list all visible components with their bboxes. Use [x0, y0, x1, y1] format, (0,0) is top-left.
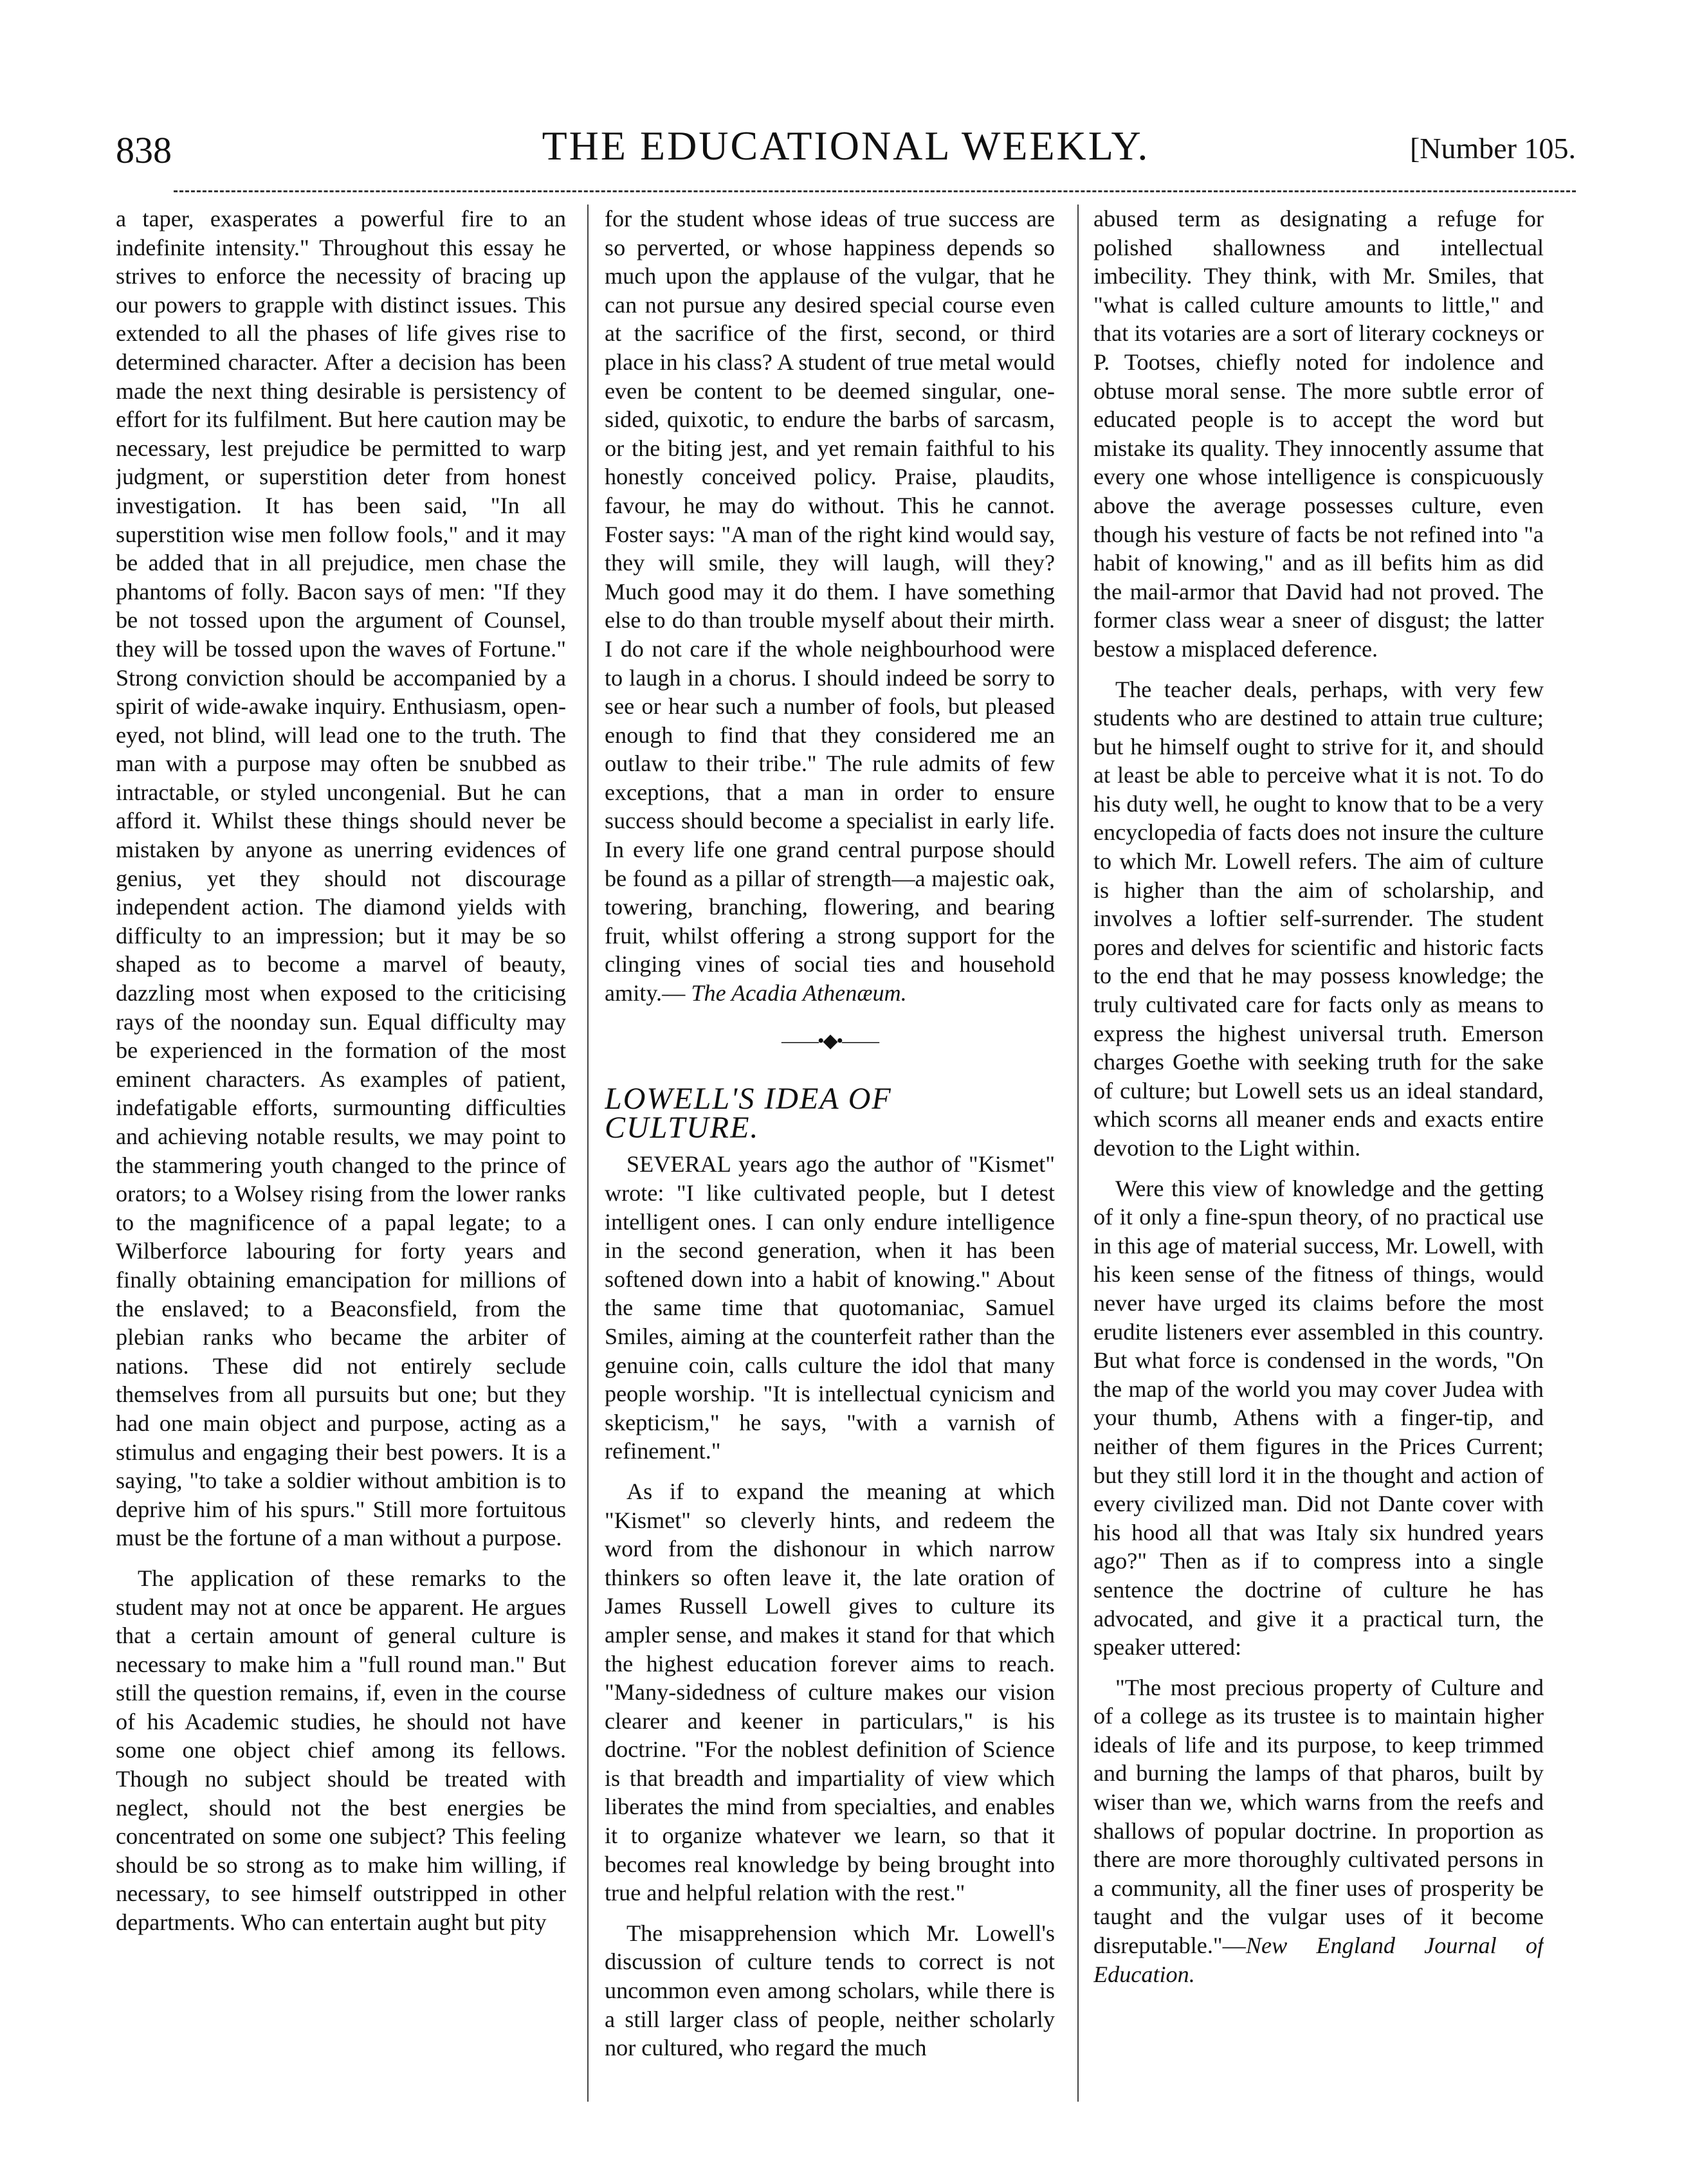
paragraph: Were this view of knowledge and the getting of it only a fine-spun theory, of no practical use in this age of material success, Mr. Lowell, with his keen sense of the fitness of things, would never have urged its claims before the most erudite listeners ever assembled in this country. But what force is condensed in the words, "On the map of the world you may cover Judea with your thumb, Athens with a finger-tip, and neither of them figures in the Prices Current; but they still lord it in the thought and action of every civilized man. Did not Dante cover with his hood all that was Italy six hundred years ago?" Then as if to compress into a single sentence the doctrine of culture he has advocated, and give it a practical turn, the speaker uttered:: [1093, 1175, 1544, 1661]
header-rule: [174, 190, 1576, 192]
paragraph-text: for the student whose ideas of true success are so perverted, or whose happiness depends so much upon the applause of the vulgar, that he can not pursue any desired special course even at the sacrifice of the first, second, or third place in his class? A student of true metal would even be content to be deemed singular, one-sided, quixotic, to endure the barbs of sarcasm, or the biting jest, and yet remain faithful to his honestly conceived policy. Praise, plaudits, favour, he may do without. This he cannot. Foster says: "A man of the right kind would say, they will smile, they will laugh, will they? Much good may it do them. I have something else to do than trouble myself about their mirth. I do not care if the whole neighbourhood were to laugh in a chorus. I should indeed be sorry to see or hear such a number of fools, but pleased enough to find that they considered me an outlaw to their tribe." The rule admits of few exceptions, that a man in order to ensure success should become a specialist in early life. In every life one grand central purpose should be found as a pillar of strength—a majestic oak, towering, branching, flowering, and bearing fruit, whilst offering a strong support for the clinging vines of social ties and household amity.—: [605, 206, 1055, 1006]
article-heading: LOWELL'S IDEA OF CULTURE.: [605, 1082, 892, 1145]
paragraph: The application of these remarks to the student may not at once be apparent. He argues that a certain amount of general culture is necessary to make him a "full round man." But still the question remains, if, even in the course of his Academic studies, he should not have some one object chief among its fellows. Though no subject should be treated with neglect, should not the best energies be concentrated on some one subject? This feeling should be so strong as to make him willing, if necessary, to see himself outstripped in other departments. Who can entertain aught but pity: [116, 1565, 566, 1936]
paragraph: [605, 205, 1055, 1008]
paragraph: As if to expand the meaning at which "Kismet" so cleverly hints, and redeem the word from the dishonour in which narrow thinkers so often leave it, the late oration of James Russell Lowell gives to culture its ampler sense, and makes it stand for that which the highest education forever aims to reach. "Many-sidedness of culture makes our vision clearer and keener in particulars," is his doctrine. "For the noblest definition of Science is that breadth and impartiality of view which liberates the mind from specialties, and enables it to organize whatever we learn, so that it becomes real knowledge by being brought into true and helpful relation with the rest.": [605, 1478, 1055, 1906]
issue-number: [Number 105.: [1409, 132, 1576, 165]
column-divider: [587, 205, 589, 2102]
paragraph: The misapprehension which Mr. Lowell's discussion of culture tends to correct is not uncommon even among scholars, while there is a still larger class of people, neither scholarly nor cultured, who regard the much: [605, 1920, 1055, 2061]
column-1: [116, 205, 566, 2134]
column-2: [605, 205, 1055, 2134]
page-number: 838: [116, 129, 172, 171]
attribution: New England Journal of Education.: [1093, 1933, 1544, 1987]
column-3: [1093, 205, 1544, 2134]
attribution: The Acadia Athenæum.: [691, 980, 907, 1006]
paragraph: SEVERAL years ago the author of "Kismet" wrote: "I like cultivated people, but I detest intelligent ones. I can only endure intelligence in the second generation, when it has been softened down into a habit of knowing." About the same time that quotomaniac, Samuel Smiles, aiming at the counterfeit rather than the genuine coin, calls culture the idol that many people worship. "It is intellectual cynicism and skepticism," he says, "with a varnish of refinement.": [605, 1151, 1055, 1464]
block-quote: [1093, 1673, 1544, 1989]
paragraph: a taper, exasperates a powerful fire to an indefinite intensity." Throughout this essay he strives to enforce the necessity of bracing up our powers to grapple with distinct issues. This extended to all the phases of life gives rise to determined character. After a decision has been made the next thing desirable is persistency of effort for its fulfilment. But here caution may be necessary, lest prejudice be permitted to warp judgment, or superstition deter from honest investigation. It has been said, "In all superstition wise men follow fools," and it may be added that in all prejudice, men chase the phantoms of folly. Bacon says of men: "If they be not tossed upon the argument of Counsel, they will be tossed upon the waves of Fortune." Strong conviction should be accompanied by a spirit of wide-awake inquiry. Enthusiasm, open-eyed, not blind, will lead one to the truth. The man with a purpose may often be snubbed as intractable, or styled uncongenial. But he can afford it. Whilst these things should never be mistaken by anyone as unerring evidences of genius, yet they should not discourage independent action. The diamond yields with difficulty to an impression; but it may be so shaped as to become a marvel of beauty, dazzling most when exposed to the criticising rays of the noonday sun. Equal difficulty may be experienced in the formation of the most eminent characters. As examples of patient, indefatigable efforts, surmounting difficulties and achieving notable results, we may point to the stammering youth changed to the prince of orators; to a Wolsey rising from the lower ranks to the magnificence of a papal legate; to a Wilberforce labouring for forty years and finally obtaining emancipation for millions of the enslaved; to a Beaconsfield, from the plebian ranks who became the arbiter of nations. These did not entirely seclude themselves from all pursuits but one; but they had one main object and purpose, acting as a stimulus and engaging their best powers. It is a saying, "to take a soldier without ambition is to deprive him of his spurs." Still more fortuitous must be the fortune of a man without a purpose.: [116, 206, 566, 1551]
column-divider: [1077, 205, 1079, 2102]
section-divider: ——•◆•——: [781, 1030, 879, 1051]
page-header: [116, 122, 1576, 187]
quote-text: "The most precious property of Culture and of a college as its trustee is to maintain higher ideals of life and its purpose, to keep trimmed and burning the lamps of that pharos, built by wiser than we, which warns from the reefs and shallows of popular doctrine. In proportion as there are more thoroughly cultivated persons in a community, all the finer uses of prosperity be taught and the vulgar uses of it become disreputable."—: [1093, 1674, 1544, 1959]
paragraph: abused term as designating a refuge for polished shallowness and intellectual imbecility. They think, with Mr. Smiles, that "what is called culture amounts to little," and that its votaries are a sort of literary cockneys or P. Tootses, chiefly noted for indolence and obtuse moral sense. The more subtle error of educated people is to accept the word but mistake its quality. They innocently assume that every one whose intelligence is conspicuously above the average possesses culture, even though his vesture of facts be not refined into "a habit of knowing," and as ill befits him as did the mail-armor that David had not proved. The former class wear a sneer of disgust; the latter bestow a misplaced deference.: [1093, 206, 1544, 662]
publication-title: THE EDUCATIONAL WEEKLY.: [542, 123, 1150, 168]
paragraph: The teacher deals, perhaps, with very few students who are destined to attain true culture; but he himself ought to strive for it, and should at least be able to perceive what it is not. To do his duty well, he ought to know that to be a very encyclopedia of facts does not insure the culture to which Mr. Lowell refers. The aim of culture is higher than the aim of scholarship, and involves a loftier self-surrender. The student pores and delves for scientific and historic facts to the end that he may possess knowledge; the truly cultivated care for facts only as means to express the highest universal truth. Emerson charges Goethe with seeking truth for the sake of culture; but Lowell sets us an ideal standard, which scorns all meaner ends and exacts entire devotion to the Light within.: [1093, 676, 1544, 1161]
